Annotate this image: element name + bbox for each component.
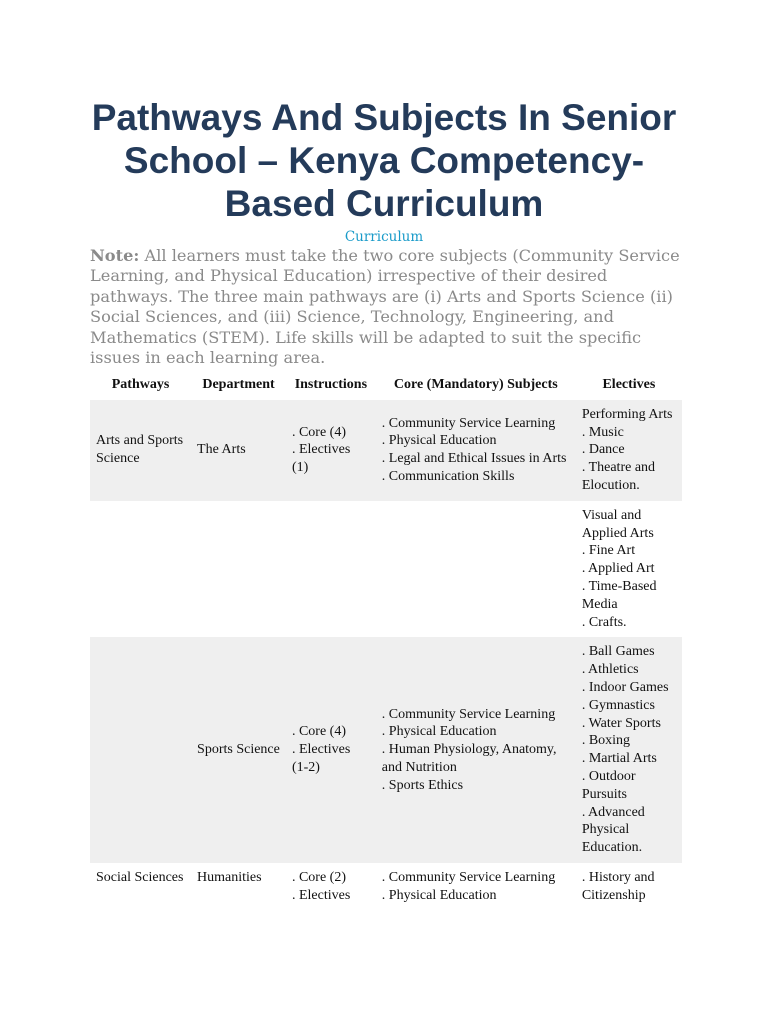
elective-item: . Boxing: [581, 733, 631, 749]
note-paragraph: [90, 246, 680, 368]
elective-item: . Dance: [581, 442, 625, 458]
elective-item: . Outdoor Pursuits: [581, 768, 636, 802]
instruction-line: . Core (4): [291, 724, 347, 740]
cell-department: [191, 501, 286, 638]
cell-core-subjects: [376, 863, 576, 911]
table-row: [90, 400, 682, 501]
instruction-line: . Core (2): [291, 869, 347, 885]
cell-core-subjects: [376, 501, 576, 638]
note-label: Note:: [90, 246, 140, 265]
curriculum-table: [90, 374, 682, 911]
core-subject: . Community Service Learning: [381, 415, 556, 431]
instruction-line: . Core (4): [291, 424, 347, 440]
cell-department: Sports Science: [191, 637, 286, 863]
elective-item: . Martial Arts: [581, 751, 657, 767]
elective-item: Performing Arts: [581, 406, 673, 422]
cell-instructions: [286, 400, 376, 501]
cell-department: Humanities: [197, 869, 262, 885]
page-title: Pathways And Subjects In Senior School – Kenya Competency-Based Curriculum: [91, 97, 677, 224]
elective-item: . Time-Based Media: [581, 578, 657, 612]
elective-item: Visual and Applied Arts: [581, 507, 654, 541]
core-subject: . Human Physiology, Anatomy, and Nutrition: [381, 742, 557, 776]
elective-item: . Ball Games: [581, 644, 655, 660]
instruction-line: . Electives (1): [291, 442, 351, 476]
header-pathways: Pathways: [111, 377, 170, 392]
elective-item: . Crafts.: [581, 614, 627, 630]
cell-electives: [576, 400, 682, 501]
elective-item: . Applied Art: [581, 561, 655, 577]
header-department: Department: [202, 377, 275, 392]
core-subject: . Communication Skills: [381, 469, 515, 485]
cell-core-subjects: [376, 637, 576, 863]
cell-instructions: [286, 863, 376, 911]
elective-item: . Gymnastics: [581, 697, 655, 713]
note-text: All learners must take the two core subjects (Community Service Learning, and Physical Education) irrespective of their desired pathways. The three main pathways are (i) Arts and Sports Science (ii) Social Sciences, and (iii) Science, Technology, Engineering, and Mathematics (STEM). Life skills will be adapted to suit the specific issues in each learning area.: [90, 246, 680, 368]
core-subject: . Legal and Ethical Issues in Arts: [381, 451, 567, 467]
table-row: [90, 863, 682, 911]
core-subject: . Community Service Learning: [381, 869, 556, 885]
elective-item: . History and Citizenship: [581, 869, 655, 903]
header-instructions: Instructions: [294, 377, 368, 392]
cell-pathway: [90, 637, 191, 863]
elective-item: . Water Sports: [581, 715, 661, 731]
cell-electives: [576, 637, 682, 863]
cell-electives: [576, 863, 682, 911]
cell-electives: [576, 501, 682, 638]
elective-item: . Athletics: [581, 662, 639, 678]
header-core-subjects: Core (Mandatory) Subjects: [393, 377, 558, 392]
elective-item: . Fine Art: [581, 543, 636, 559]
cell-pathway: [90, 501, 191, 638]
table-row: [90, 637, 682, 863]
cell-pathway: Arts and Sports Science: [90, 400, 191, 501]
elective-item: . Theatre and Elocution.: [581, 460, 656, 493]
header-electives: Electives: [602, 377, 656, 392]
category-link[interactable]: Curriculum: [344, 229, 424, 245]
elective-item: . Music: [581, 424, 624, 440]
table-header-row: [90, 374, 682, 400]
elective-item: . Advanced Physical Education.: [581, 804, 645, 856]
cell-pathway: Social Sciences: [96, 869, 184, 885]
core-subject: . Physical Education: [381, 887, 497, 903]
instruction-line: . Electives (1-2): [291, 742, 351, 776]
core-subject: . Physical Education: [381, 433, 497, 449]
table-row: [90, 501, 682, 638]
cell-core-subjects: [376, 400, 576, 501]
cell-instructions: [286, 501, 376, 638]
core-subject: . Physical Education: [381, 724, 497, 740]
core-subject: . Sports Ethics: [381, 777, 464, 793]
cell-instructions: [286, 637, 376, 863]
elective-item: . Indoor Games: [581, 679, 669, 695]
instruction-line: . Electives: [291, 887, 351, 903]
cell-department: The Arts: [191, 400, 286, 501]
core-subject: . Community Service Learning: [381, 706, 556, 722]
